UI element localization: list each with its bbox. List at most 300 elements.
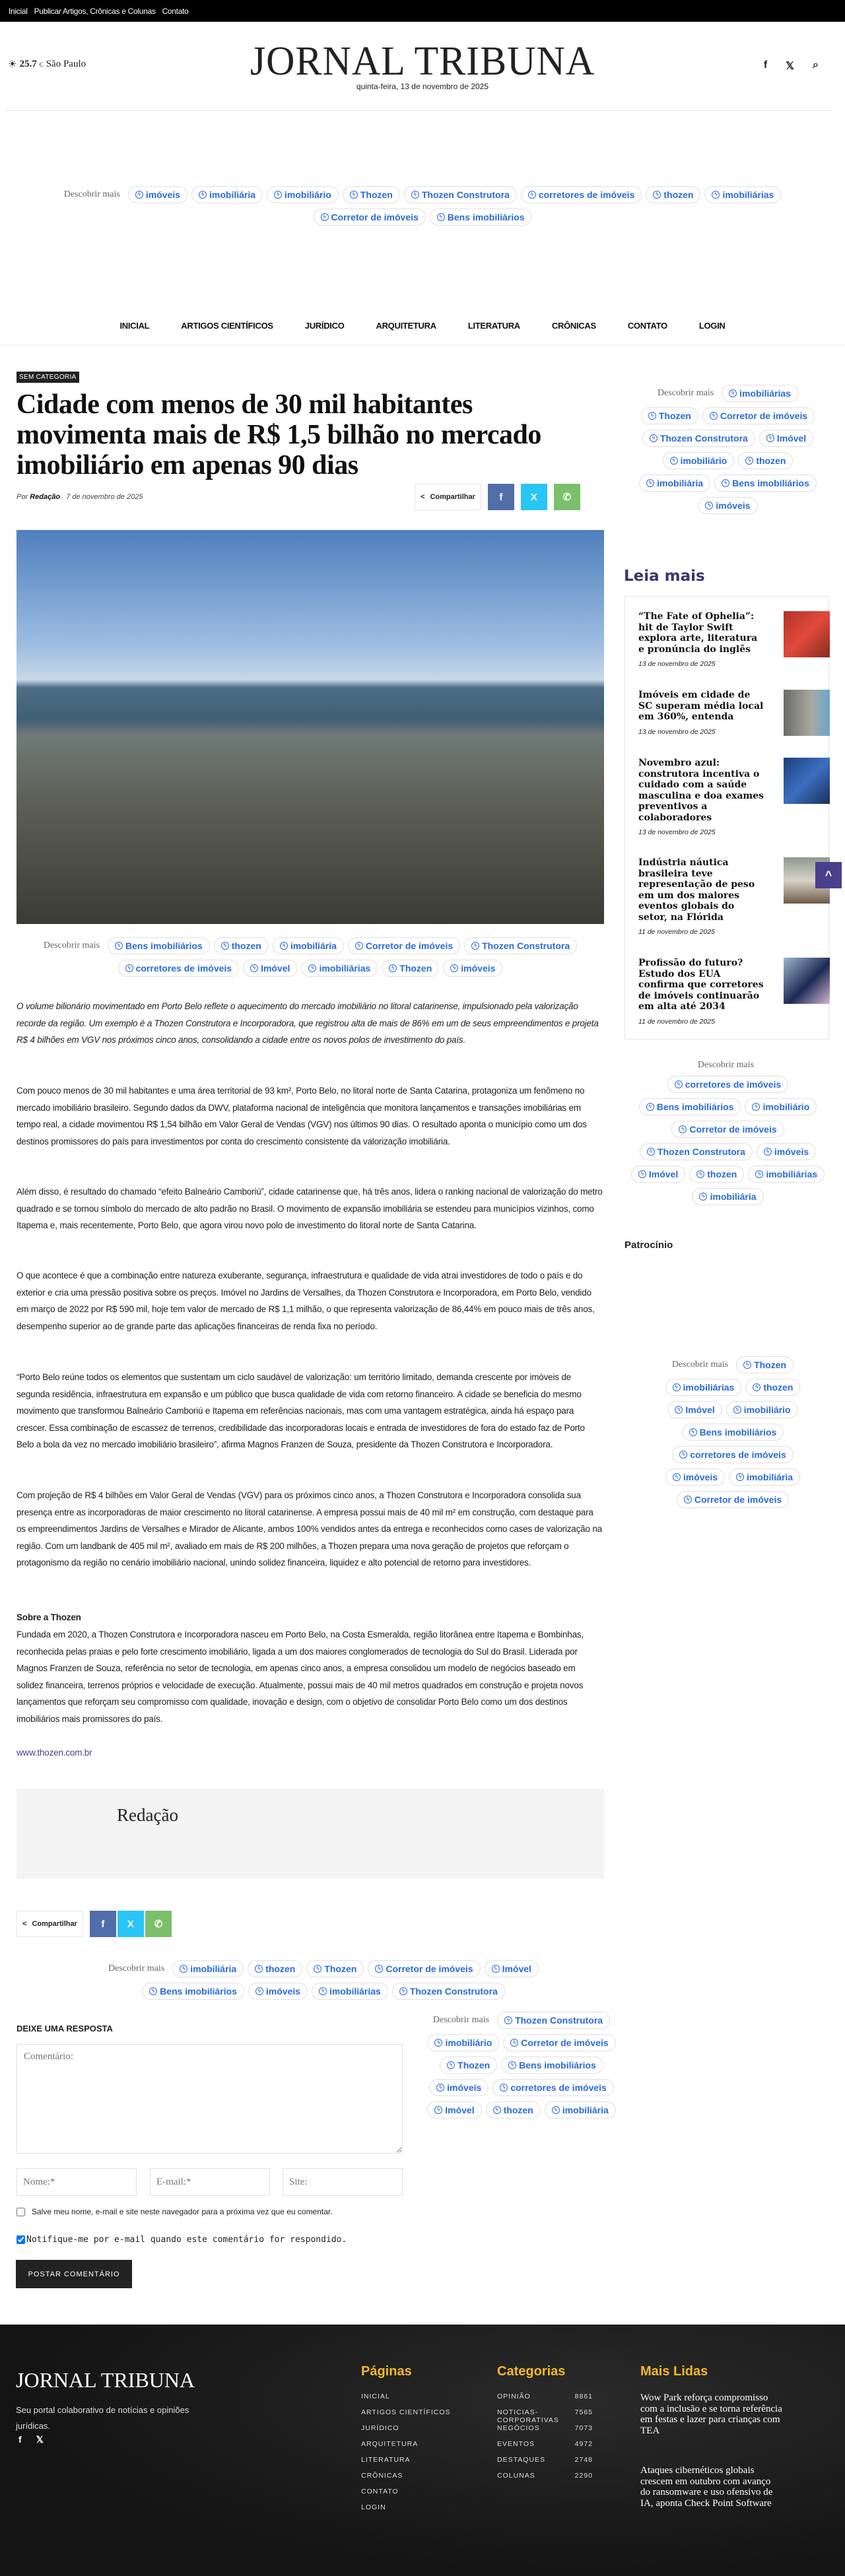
discover-pill[interactable] [667, 1076, 789, 1093]
discover-pill[interactable] [736, 1356, 794, 1373]
discover-more-sidebar-3 [650, 1356, 815, 1508]
discover-pill[interactable] [641, 407, 698, 424]
discover-pill[interactable] [692, 1188, 763, 1205]
bolt-icon: ϟ [321, 213, 329, 221]
bolt-icon: ϟ [638, 1170, 646, 1178]
pill-label: imobiliária [290, 941, 337, 951]
bolt-icon: ϟ [646, 479, 654, 487]
bolt-icon: ϟ [274, 191, 282, 199]
category-item[interactable]: COLUNAS 2290 [497, 2472, 593, 2480]
bolt-icon: ϟ [450, 964, 458, 972]
top-link-publicar[interactable]: Publicar Artigos, Crônicas e Colunas [34, 6, 156, 16]
footer-description: Seu portal colaborativo de notícias e opiniões jurídicas. [16, 2405, 189, 2431]
bolt-icon: ϟ [647, 1148, 655, 1156]
site-input[interactable] [283, 2168, 403, 2196]
pill-label: Thozen [658, 411, 691, 421]
discover-pill[interactable] [464, 937, 577, 954]
list-item[interactable] [638, 758, 823, 836]
by-label: Por [17, 493, 28, 501]
discover-pill[interactable] [427, 2101, 481, 2119]
nav-inicial[interactable]: INICIAL [119, 321, 150, 331]
share-bar-top [415, 484, 580, 510]
bolt-icon: ϟ [199, 191, 207, 199]
share-bar-bottom [17, 1911, 172, 1937]
share-whatsapp-button[interactable] [145, 1911, 172, 1937]
discover-pill[interactable] [745, 1098, 817, 1115]
bolt-icon: ϟ [755, 1170, 763, 1178]
discover-more-sidebar-1 [630, 385, 825, 514]
discover-more-label: Descobrir mais [671, 1360, 729, 1370]
pill-label: imobiliária [190, 1964, 237, 1974]
bolt-icon: ϟ [653, 191, 661, 199]
discover-pill[interactable] [497, 2012, 610, 2029]
pill-label: Thozen [457, 2060, 490, 2070]
bolt-icon: ϟ [255, 1965, 263, 1973]
pill-label: corretores de imóveis [690, 1449, 786, 1460]
bolt-icon: ϟ [280, 942, 288, 950]
category-badge[interactable]: SEM CATEGORIA [17, 372, 79, 383]
discover-pill[interactable] [639, 475, 710, 492]
discover-pill[interactable] [382, 960, 439, 977]
bolt-icon: ϟ [510, 2039, 518, 2047]
pill-label: imobiliária [209, 189, 256, 200]
discover-pill[interactable] [486, 2101, 541, 2119]
discover-pill[interactable] [430, 209, 532, 226]
x-icon: X [530, 491, 537, 503]
discover-pill[interactable] [443, 960, 502, 977]
category-item[interactable]: NOTICIAS-CORPORATIVAS 7565 [497, 2408, 593, 2424]
footer [0, 2325, 845, 2576]
search-icon[interactable]: ⌕ [813, 59, 819, 71]
footer-logo[interactable]: JORNAL TRIBUNA [16, 2368, 195, 2392]
chevron-up-icon: ^ [825, 869, 832, 882]
bolt-icon: ϟ [733, 1406, 741, 1414]
article-paragraph: Além disso, é resultado do chamado “efeito Balneário Camboriú”, cidade catarinense que, há três anos, lidera o ranking nacional de valorização do metro quadrado e se tornou símbolo do mercado de alto padrão no Brasil. O movimento de expansão imobiliária se estendeu para municípios vizinhos, como Itapema e, mais recentemente, Porto Belo, que agora virou novo polo de investimento do litoral norte de Santa Catarina. [17, 1187, 603, 1230]
discover-pill[interactable] [722, 385, 798, 402]
post-title[interactable]: “The Fate of Ophelia”: hit de Taylor Swift explora arte, literatura e pronúncia do inglês [638, 611, 758, 655]
nav-artigos[interactable]: ARTIGOS CIENTÍFICOS [181, 321, 273, 331]
discover-more-label: Descobrir mais [63, 189, 120, 199]
pill-label: imóveis [145, 189, 181, 200]
pill-label: imóveis [683, 1472, 718, 1482]
pill-label: imobiliárias [683, 1382, 735, 1393]
discover-pill[interactable] [704, 186, 781, 203]
list-item[interactable] [638, 958, 823, 1026]
discover-pill[interactable] [726, 1401, 798, 1418]
discover-more-label: Descobrir mais [43, 941, 100, 950]
discover-pill[interactable] [714, 475, 817, 492]
site-logo[interactable]: JORNAL TRIBUNA [250, 38, 595, 84]
discover-pill[interactable] [273, 937, 344, 954]
discover-pill[interactable] [665, 1469, 725, 1486]
pill-label: Thozen [754, 1360, 787, 1370]
discover-pill[interactable] [142, 1983, 244, 2000]
list-item[interactable] [638, 857, 823, 936]
footer-link[interactable]: INICIAL [361, 2393, 390, 2400]
bolt-icon: ϟ [689, 1428, 697, 1436]
nav-login[interactable]: LOGIN [698, 321, 726, 331]
post-title[interactable]: Novembro azul: construtora incentiva o cuidado com a saúde masculina e doa exames preventivos a colaboradores [638, 758, 764, 823]
pill-label: imobiliário [445, 2037, 492, 2048]
scroll-to-top-button[interactable] [815, 862, 842, 888]
pill-label: Bens imobiliários [447, 212, 525, 222]
bolt-icon: ϟ [447, 2061, 455, 2069]
bolt-icon: ϟ [399, 1987, 407, 1995]
bolt-icon: ϟ [434, 2039, 442, 2047]
footer-link[interactable]: CRÔNICAS [361, 2472, 403, 2480]
discover-pill[interactable] [348, 937, 460, 954]
discover-pill[interactable] [191, 186, 263, 203]
discover-pill[interactable] [314, 209, 426, 226]
discover-pill[interactable] [631, 1166, 685, 1183]
bolt-icon: ϟ [255, 1987, 263, 1995]
share-facebook-button[interactable] [488, 484, 514, 510]
bolt-icon: ϟ [699, 1193, 707, 1201]
article-paragraph: Com projeção de R$ 4 bilhões em Valor Geral de Vendas (VGV) para os próximos cinco anos, a Thozen Construtora e Incorporadora consolida sua presença entre as incorporadoras de maior crescimento no litoral catarinense. A empresa possui mais de 40 mil m² em construção, com destaque para os empreendimentos Jardins de Versalhes e Mirador de Alicante, ambos 100% vendidos antes da entrega e reconhecidos como cases de valorização na região. Com um landbank de 405 mil m², avaliado em mais de R$ 200 milhões, a Thozen prepara uma nova geração de projetos que reforçam o protagonismo da região no cenário imobiliário nacional, unindo solidez financeira, liquidez e alto potencial de retorno para investidores. [17, 1490, 602, 1568]
top-link-inicial[interactable]: Inicial [9, 6, 28, 16]
discover-pill[interactable] [118, 960, 240, 977]
nav-cronicas[interactable]: CRÔNICAS [551, 321, 596, 331]
temp-unit: C [39, 61, 44, 68]
x-icon: X [127, 1918, 134, 1930]
share-icon: < [22, 1920, 27, 1928]
name-input[interactable] [17, 2168, 137, 2196]
discover-pill[interactable] [312, 1983, 388, 2000]
x-icon[interactable]: 𝕏 [36, 2434, 44, 2445]
category-item[interactable]: DESTAQUES 2748 [497, 2456, 593, 2464]
pill-label: Imóvel [776, 433, 807, 444]
discover-pill[interactable] [545, 2101, 616, 2119]
discover-more-label: Descobrir mais [432, 2015, 490, 2025]
share-whatsapp-button[interactable] [554, 484, 580, 510]
post-thumbnail[interactable] [784, 611, 830, 657]
bolt-icon: ϟ [712, 191, 720, 199]
nav-literatura[interactable]: LITERATURA [467, 321, 520, 331]
bolt-icon: ϟ [437, 213, 445, 221]
bolt-icon: ϟ [675, 1080, 683, 1088]
pill-label: Thozen Construtora [657, 1146, 745, 1157]
discover-pill[interactable] [492, 2079, 614, 2096]
nav-juridico[interactable]: JURÍDICO [304, 321, 345, 331]
discover-pill[interactable] [682, 1424, 784, 1441]
leia-mais-list [625, 596, 829, 1040]
share-icon: < [421, 493, 425, 501]
facebook-icon[interactable]: f [763, 59, 768, 71]
footer-link[interactable]: LITERATURA [361, 2456, 411, 2464]
pill-label: Corretor de imóveis [331, 212, 419, 222]
discover-pill[interactable] [672, 1446, 794, 1463]
discover-pill[interactable] [501, 2057, 603, 2074]
email-input[interactable] [150, 2168, 270, 2196]
discover-pill[interactable] [128, 186, 187, 203]
pill-label: imobiliário [285, 189, 331, 200]
discover-pill[interactable] [306, 1960, 364, 1977]
post-title[interactable]: Indústria náutica brasileira teve representação de peso em um dos maiores eventos globais do setor, na Flórida [638, 857, 755, 923]
bolt-icon: ϟ [508, 2061, 516, 2069]
discover-more-label: Descobrir mais [108, 1964, 165, 1973]
post-thumbnail[interactable] [784, 758, 830, 804]
bolt-icon: ϟ [736, 1473, 744, 1481]
discover-pill[interactable] [663, 452, 735, 469]
notify-option[interactable] [17, 2235, 347, 2245]
bolt-icon: ϟ [766, 434, 774, 442]
top-bar [0, 0, 845, 22]
list-item[interactable] [638, 690, 823, 736]
publish-date: 7 de novembro de 2025 [66, 493, 143, 501]
bolt-icon: ϟ [745, 457, 753, 465]
post-date: 13 de novembro de 2025 [638, 727, 716, 736]
bolt-icon: ϟ [646, 1103, 654, 1111]
pill-label: imóveis [461, 963, 496, 974]
pill-label: Corretor de imóveis [694, 1494, 782, 1505]
about-text: Fundada em 2020, a Thozen Construtora e Incorporadora nasceu em Porto Belo, na Costa Esmeralda, região litorânea entre Itapema e Bombinhas, reconhecida pelas praias e pelo forte crescimento imobiliário, ligada a um dos maiores conglomerados de tecnologia do Sul do Brasil. Liderada por Magnos Franzen de Souza, referência no setor de tecnologia, em apenas cinco anos, a empresa consolidou um modelo de negócios baseado em solidez financeira, terrenos próprios e velocidade de execução. Atualmente, possui mais de 40 mil metros quadrados em construção e projeta novos lançamentos que reforçam seu compromisso com qualidade, inovação e design, com o objetivo de consolidar Porto Belo como um dos destinos imobiliários mais promissores do país. [17, 1630, 584, 1724]
bolt-icon: ϟ [504, 2016, 512, 2024]
discover-pill[interactable] [665, 1379, 742, 1396]
discover-pill[interactable] [248, 1983, 308, 2000]
bolt-icon: ϟ [434, 2106, 442, 2114]
category-item[interactable]: NEGÓCIOS 7073 [497, 2424, 593, 2432]
pill-label: imóveis [447, 2082, 482, 2093]
share-button[interactable] [415, 484, 481, 510]
discover-pill[interactable] [343, 186, 400, 203]
discover-pill[interactable] [503, 2034, 615, 2051]
footer-link[interactable]: LOGIN [361, 2503, 386, 2511]
current-date: quinta-feira, 13 de novembro de 2025 [356, 82, 489, 91]
pill-label: imobiliária [747, 1472, 794, 1482]
bolt-icon: ϟ [389, 964, 397, 972]
article-hero-image [17, 530, 604, 924]
pill-label: imobiliárias [329, 1986, 381, 1997]
comment-textarea[interactable] [17, 2044, 403, 2154]
discover-pill[interactable] [642, 430, 755, 447]
footer-link[interactable]: CONTATO [361, 2488, 399, 2495]
pill-label: Corretor de imóveis [689, 1124, 777, 1135]
pill-label: Thozen [399, 963, 432, 974]
share-facebook-button[interactable] [90, 1911, 116, 1937]
reply-heading: DEIXE UMA RESPOSTA [17, 2024, 113, 2033]
bolt-icon: ϟ [493, 2106, 501, 2114]
discover-pill[interactable] [267, 186, 339, 203]
bolt-icon: ϟ [350, 191, 358, 199]
discover-pill[interactable] [738, 452, 793, 469]
facebook-icon: f [499, 491, 503, 503]
discover-pill[interactable] [243, 960, 297, 977]
discover-pill[interactable] [729, 1469, 800, 1486]
pill-label: corretores de imóveis [538, 189, 635, 200]
pill-label: Thozen Construtora [659, 433, 748, 444]
post-title[interactable]: Imóveis em cidade de SC superam média local em 360%, entenda [638, 690, 764, 722]
pill-label: imobiliária [657, 478, 704, 488]
bolt-icon: ϟ [436, 2084, 444, 2092]
pill-label: thozen [763, 1382, 794, 1393]
discover-pill[interactable] [646, 186, 700, 203]
pill-label: imobiliária [710, 1191, 757, 1202]
share-label: Compartilhar [32, 1920, 77, 1928]
discover-more-top [26, 186, 819, 226]
most-read-item[interactable]: Wow Park reforça compromisso com a inclusão e se torna referência em festas e lazer para crianças com TEA [640, 2393, 782, 2436]
whatsapp-icon: ✆ [562, 492, 572, 503]
discover-pill[interactable] [698, 497, 757, 514]
discover-pill[interactable] [639, 1098, 741, 1115]
main-nav [0, 321, 845, 331]
pill-label: imóveis [774, 1146, 809, 1157]
post-comment-button[interactable]: POSTAR COMENTÁRIO [16, 2260, 132, 2288]
discover-pill[interactable] [748, 1166, 825, 1183]
category-item[interactable]: EVENTOS 4972 [497, 2440, 593, 2448]
discover-pill[interactable] [214, 937, 269, 954]
article-title: Cidade com menos de 30 mil habitantes movimenta mais de R$ 1,5 bilhão no mercado imobiliário em apenas 90 dias [17, 389, 541, 480]
pages-heading: Páginas [361, 2364, 412, 2379]
bolt-icon: ϟ [221, 942, 229, 950]
discover-pill[interactable] [392, 1983, 505, 2000]
discover-pill[interactable] [521, 186, 642, 203]
sun-icon: ☀ [8, 59, 17, 70]
bolt-icon: ϟ [673, 1473, 681, 1481]
discover-pill[interactable] [689, 1166, 744, 1183]
bolt-icon: ϟ [648, 412, 656, 420]
discover-pill[interactable] [440, 2057, 497, 2074]
pill-label: imobiliário [743, 1404, 791, 1415]
author-link[interactable]: Redação [30, 493, 61, 501]
discover-more-bottom [66, 1960, 581, 2000]
bolt-icon: ϟ [250, 964, 258, 972]
pill-label: thozen [707, 1169, 737, 1179]
nav-arquitetura[interactable]: ARQUITETURA [376, 321, 436, 331]
discover-pill[interactable] [759, 430, 813, 447]
post-thumbnail[interactable] [784, 958, 830, 1004]
discover-pill[interactable] [671, 1121, 784, 1138]
discover-pill[interactable] [677, 1491, 789, 1508]
footer-link[interactable]: JURÍDICO [361, 2424, 399, 2432]
bolt-icon: ϟ [314, 1965, 321, 1973]
pill-label: Corretor de imóveis [365, 941, 454, 951]
pill-label: corretores de imóveis [510, 2082, 607, 2093]
discover-pill[interactable] [427, 2034, 499, 2051]
discover-pill[interactable] [108, 937, 210, 954]
discover-pill[interactable] [301, 960, 378, 977]
pill-label: Imóvel [502, 1964, 531, 1974]
discover-pill[interactable] [248, 1960, 302, 1977]
pill-label: imobiliária [562, 2105, 609, 2115]
facebook-icon[interactable]: f [18, 2434, 22, 2445]
bolt-icon: ϟ [679, 1451, 687, 1459]
article-paragraph: “Porto Belo reúne todos os elementos que sustentam um ciclo saudável de valorização: um território limitado, demanda crescente por imóveis de segunda residência, infraestrutura em expansão e um público que busca qualidade de vida com retorno financeiro. A cidade se beneficia do mesmo movimento que transformou Balneário Camboriú e Itapema em referências nacionais, mas com uma vantagem estratégica, ainda há espaço para crescer. Essa combinação de escassez de terrenos, credibilidade das incorporadoras locais e entrada de investidores de fora do estado faz de Porto Belo a bola da vez no mercado imobiliário brasileiro”, afirma Magnos Franzen de Souza, presidente da Thozen Construtora e Incorporadora. [17, 1372, 585, 1449]
bolt-icon: ϟ [375, 1965, 383, 1973]
share-button[interactable] [17, 1911, 83, 1937]
post-date: 11 de novembro de 2025 [638, 928, 715, 936]
discover-pill[interactable] [404, 186, 517, 203]
nav-contato[interactable]: CONTATO [627, 321, 667, 331]
notify-label: Notifique-me por e-mail quando este comentário for respondido. [26, 2235, 347, 2245]
save-info-checkbox[interactable] [17, 2208, 25, 2216]
discover-pill[interactable] [640, 1143, 753, 1160]
pill-label: imóveis [716, 500, 751, 511]
pill-label: Imóvel [648, 1169, 679, 1179]
footer-link[interactable]: ARTIGOS CIENTÍFICOS [361, 2408, 451, 2416]
bolt-icon: ϟ [752, 1103, 760, 1111]
discover-pill[interactable] [702, 407, 815, 424]
pages-list [361, 2393, 450, 2519]
category-item[interactable]: OPINIÃO 8861 [497, 2393, 593, 2400]
pill-label: imobiliárias [722, 189, 774, 200]
bolt-icon: ϟ [743, 1361, 751, 1369]
thozen-link[interactable]: www.thozen.com.br [17, 1748, 92, 1758]
pill-label: Imóvel [261, 963, 290, 974]
footer-link[interactable]: ARQUITETURA [361, 2440, 419, 2448]
categories-heading: Categorias [497, 2364, 566, 2379]
discover-more-label: Descobrir mais [697, 1060, 755, 1070]
discover-pill[interactable] [667, 1401, 722, 1418]
author-name[interactable]: Redação [117, 1805, 178, 1825]
pill-label: Thozen Construtora [421, 189, 510, 200]
bolt-icon: ϟ [492, 1965, 500, 1973]
most-read-item[interactable]: Ataques cibernéticos globais crescem em outubro com avanço do ransomware e uso ofensivo de IA, aponta Check Point Software [640, 2465, 773, 2509]
bolt-icon: ϟ [500, 2084, 508, 2092]
pill-label: Bens imobiliários [699, 1427, 777, 1437]
discover-more-sidebar-2 [630, 1060, 825, 1205]
pill-label: imóveis [265, 1986, 301, 1997]
post-title[interactable]: Profissão do futuro? Estudo dos EUA confirma que corretores de imóveis continuarão em alta até 2034 [638, 958, 764, 1012]
bolt-icon: ϟ [180, 1965, 187, 1973]
bolt-icon: ϟ [753, 1383, 760, 1391]
discover-pill[interactable] [745, 1379, 800, 1396]
bolt-icon: ϟ [673, 1383, 681, 1391]
post-date: 13 de novembro de 2025 [638, 828, 716, 836]
pill-label: imobiliário [762, 1102, 810, 1112]
discover-pill[interactable] [757, 1143, 816, 1160]
pill-label: Thozen [360, 189, 393, 200]
notify-checkbox[interactable] [17, 2235, 25, 2244]
city: São Paulo [46, 59, 86, 69]
bolt-icon: ϟ [355, 942, 363, 950]
top-link-contato[interactable]: Contato [162, 6, 189, 16]
article-paragraph: Com pouco menos de 30 mil habitantes e uma área territorial de 93 km², Porto Belo, no litoral norte de Santa Catarina, protagoniza um fenômeno no mercado imobiliário brasileiro. Segundo dados da DWV, plataforma nacional de inteligência que monitora lançamentos e transações imobiliárias em tempo real, a cidade movimentou R$ 1,54 bilhão em Valor Geral de Vendas (VGV) nos últimos 90 dias. O resultado aponta o município como um dos destinos promissores do país para investimentos por conta do crescimento consistente da valorização imobiliária. [17, 1086, 587, 1146]
header-icons [764, 59, 819, 73]
discover-pill[interactable] [368, 1960, 480, 1977]
save-info-option[interactable] [17, 2207, 333, 2216]
bolt-icon: ϟ [528, 191, 536, 199]
pill-label: imobiliárias [739, 388, 791, 399]
about-heading: Sobre a Thozen [17, 1612, 81, 1622]
sponsor-heading: Patrocínio [625, 1239, 673, 1251]
pill-label: thozen [231, 941, 261, 951]
pill-label: imobiliário [680, 455, 727, 466]
discover-pill[interactable] [172, 1960, 244, 1977]
discover-more-bottom-2 [422, 2012, 621, 2119]
pill-label: Thozen Construtora [515, 2015, 603, 2026]
pill-label: Imóvel [685, 1404, 715, 1415]
x-icon[interactable]: 𝕏 [786, 61, 795, 72]
pill-label: corretores de imóveis [135, 963, 232, 974]
share-x-button[interactable] [118, 1911, 144, 1937]
bolt-icon: ϟ [729, 389, 737, 397]
pill-label: Corretor de imóveis [386, 1964, 473, 1974]
pill-label: Bens imobiliários [160, 1986, 237, 1997]
share-x-button[interactable] [521, 484, 547, 510]
pill-label: thozen [756, 455, 786, 466]
article-meta [17, 493, 143, 501]
bolt-icon: ϟ [675, 1406, 683, 1414]
temperature: 25.7 [19, 59, 37, 69]
facebook-icon: f [101, 1918, 105, 1930]
discover-pill[interactable] [429, 2079, 489, 2096]
post-thumbnail[interactable] [784, 690, 830, 736]
bolt-icon: ϟ [722, 479, 729, 487]
bolt-icon: ϟ [411, 191, 419, 199]
discover-pill[interactable] [485, 1960, 539, 1977]
list-item[interactable] [638, 611, 823, 668]
pill-label: Bens imobiliários [519, 2060, 596, 2070]
